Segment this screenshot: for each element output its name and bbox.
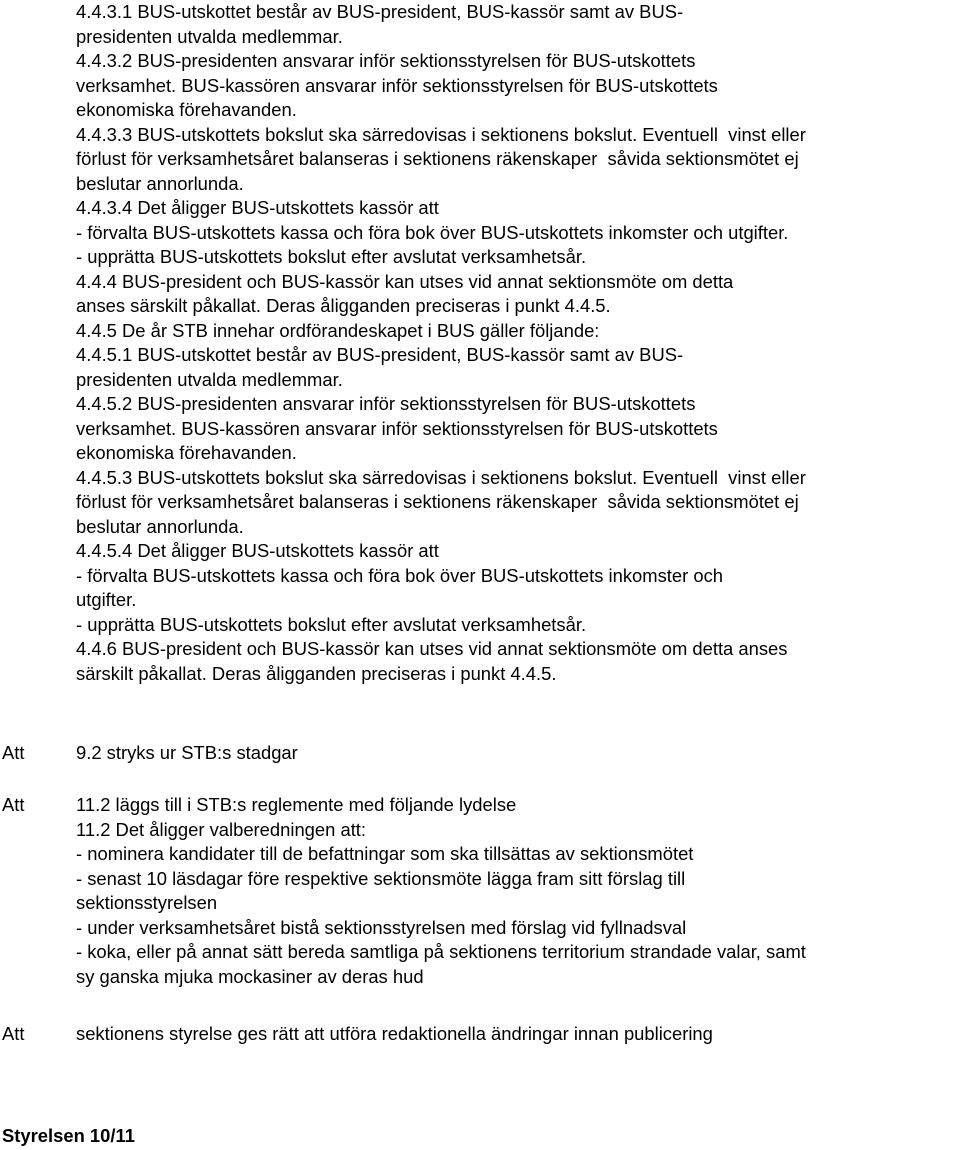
att-block-1 — [76, 741, 960, 766]
text-line: - senast 10 läsdagar före respektive sektionsmöte lägga fram sitt förslag till — [76, 867, 686, 889]
text-line: 4.4.5.4 Det åligger BUS-utskottets kassör att — [76, 540, 439, 561]
text-line: presidenten utvalda medlemmar. — [76, 25, 343, 47]
text-line: 4.4.5.3 BUS-utskottets bokslut ska särredovisas i sektionens bokslut. Eventuell vinst eller — [76, 466, 806, 488]
att-block-2 — [76, 793, 960, 989]
text-line: 11.2 läggs till i STB:s reglemente med följande lydelse — [76, 794, 517, 815]
text-line: 4.4.3.4 Det åligger BUS-utskottets kassör att — [76, 197, 439, 218]
text-line: utgifter. — [76, 589, 137, 610]
text-line: 4.4.3.3 BUS-utskottets bokslut ska särredovisas i sektionens bokslut. Eventuell vinst eller — [76, 123, 806, 145]
text-line: beslutar annorlunda. — [76, 172, 244, 194]
att-label: Att — [2, 1023, 25, 1044]
text-line: 11.2 Det åligger valberedningen att: — [76, 818, 367, 840]
att-label: Att — [2, 794, 25, 815]
text-line: 4.4.3.2 BUS-presidenten ansvarar inför sektionsstyrelsen för BUS-utskottets — [76, 50, 696, 71]
text-line: 9.2 stryks ur STB:s stadgar — [76, 742, 298, 763]
text-line: 4.4.3.1 BUS-utskottet består av BUS-president, BUS-kassör samt av BUS- — [76, 1, 684, 22]
text-line: sy ganska mjuka mockasiner av deras hud — [76, 965, 424, 987]
text-line: verksamhet. BUS-kassören ansvarar inför sektionsstyrelsen för BUS-utskottets — [76, 74, 718, 96]
text-line: presidenten utvalda medlemmar. — [76, 368, 343, 390]
text-line: - koka, eller på annat sätt bereda samtliga på sektionens territorium strandade valar, samt — [76, 941, 806, 962]
text-line: - upprätta BUS-utskottets bokslut efter avslutat verksamhetsår. — [76, 246, 587, 267]
text-line: 4.4.5.1 BUS-utskottet består av BUS-president, BUS-kassör samt av BUS- — [76, 344, 684, 365]
text-line: förlust för verksamhetsåret balanseras i sektionens räkenskaper såvida sektionsmötet ej — [76, 148, 799, 169]
text-line: - nominera kandidater till de befattningar som ska tillsättas av sektionsmötet — [76, 843, 694, 864]
text-line: ekonomiska förehavanden. — [76, 99, 297, 120]
text-line: förlust för verksamhetsåret balanseras i sektionens räkenskaper såvida sektionsmötet ej — [76, 491, 799, 512]
text-line: 4.4.4 BUS-president och BUS-kassör kan utses vid annat sektionsmöte om detta — [76, 270, 734, 292]
text-line: - förvalta BUS-utskottets kassa och föra bok över BUS-utskottets inkomster och utgifter. — [76, 221, 789, 243]
text-line: anses särskilt påkallat. Deras åligganden preciseras i punkt 4.4.5. — [76, 295, 611, 316]
document-body — [76, 0, 960, 686]
text-line: - under verksamhetsåret bistå sektionsstyrelsen med förslag vid fyllnadsval — [76, 916, 687, 938]
text-line: - upprätta BUS-utskottets bokslut efter avslutat verksamhetsår. — [76, 613, 587, 635]
text-line: ekonomiska förehavanden. — [76, 442, 297, 463]
page-footer: Styrelsen 10/11 — [2, 1125, 135, 1146]
text-line: 4.4.6 BUS-president och BUS-kassör kan utses vid annat sektionsmöte om detta anses — [76, 638, 788, 659]
text-line: - förvalta BUS-utskottets kassa och föra bok över BUS-utskottets inkomster och — [76, 564, 723, 586]
text-line: sektionsstyrelsen — [76, 892, 218, 913]
text-line: 4.4.5 De år STB innehar ordförandeskapet i BUS gäller följande: — [76, 319, 600, 341]
text-line: verksamhet. BUS-kassören ansvarar inför sektionsstyrelsen för BUS-utskottets — [76, 417, 718, 439]
text-line: sektionens styrelse ges rätt att utföra redaktionella ändringar innan publicering — [76, 1023, 713, 1044]
text-line: särskilt påkallat. Deras åligganden preciseras i punkt 4.4.5. — [76, 662, 557, 684]
att-label: Att — [2, 742, 25, 763]
text-line: beslutar annorlunda. — [76, 515, 244, 537]
att-block-3 — [76, 1022, 960, 1047]
text-line: 4.4.5.2 BUS-presidenten ansvarar inför sektionsstyrelsen för BUS-utskottets — [76, 393, 696, 414]
